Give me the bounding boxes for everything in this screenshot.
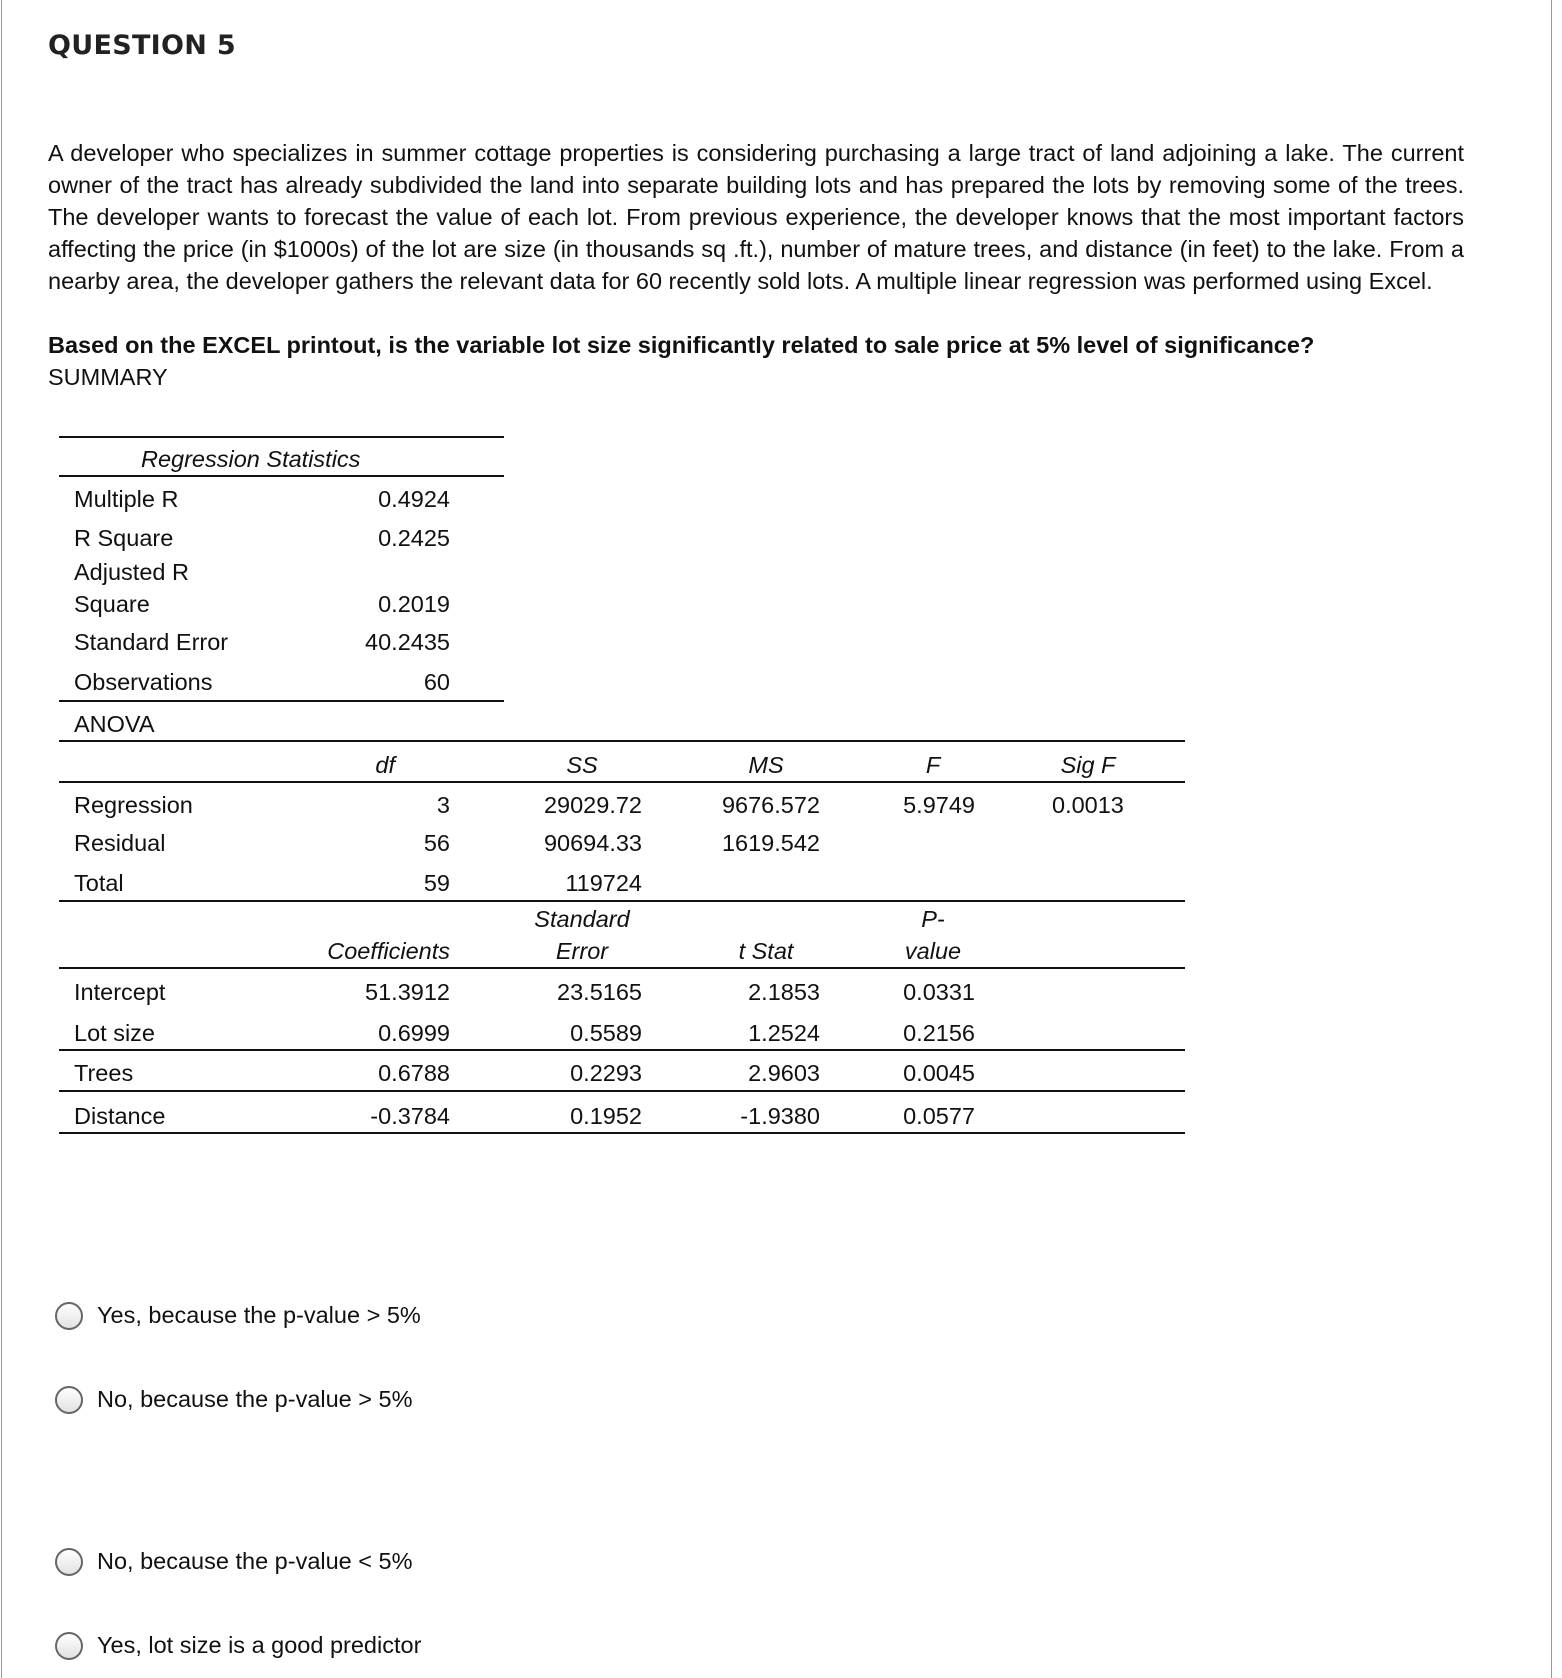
stat-label: Adjusted R [74, 559, 189, 585]
coef-pvalue: 0.0331 [903, 979, 975, 1005]
header-se-line2: Error [555, 938, 609, 964]
divider [59, 475, 504, 477]
summary-label: SUMMARY [48, 364, 168, 390]
question-text: A developer who specializes in summer cottage properties is considering purchasing a large tract of land adjoining a lake. The current owner of the tract has already subdivided the land into separate building lots and has prepared the lots by removing some of the trees. The developer wants to forecast the value of each lot. From previous experience, the developer knows that the most important factors affecting the price (in $1000s) of the lot are size (in thousands sq .ft.), number of mature trees, and distance (in feet) to the lake. From a nearby area, the developer gathers the relevant data for 60 recently sold lots. A multiple linear regression was performed using Excel. [48, 140, 1464, 294]
anova-df: 56 [423, 830, 450, 856]
anova-df: 59 [423, 870, 450, 896]
anova-ms: 9676.572 [721, 792, 820, 818]
stat-value: 0.2019 [378, 591, 450, 617]
anova-row-label: Regression [74, 792, 193, 818]
coef-value: 51.3912 [365, 979, 450, 1005]
coef-value: 0.6999 [378, 1020, 450, 1046]
coef-pvalue: 0.0045 [903, 1060, 975, 1086]
divider [59, 1049, 1185, 1051]
anova-ss: 119724 [565, 870, 642, 896]
stat-label: Square [74, 591, 150, 617]
divider [59, 740, 1185, 742]
header-sigf: Sig F [1060, 752, 1116, 778]
header-ms: MS [748, 752, 784, 778]
anova-row-label: Residual [74, 830, 166, 856]
coef-row-label: Trees [74, 1060, 134, 1086]
coef-tstat: 2.9603 [748, 1060, 820, 1086]
question-title: QUESTION 5 [48, 30, 236, 61]
right-border [1551, 0, 1552, 1678]
divider [59, 436, 504, 438]
radio-button[interactable] [55, 1386, 83, 1414]
anova-ss: 90694.33 [543, 830, 642, 856]
coef-row-label: Intercept [74, 979, 166, 1005]
regression-statistics-header: Regression Statistics [141, 446, 361, 472]
stat-label: R Square [74, 525, 174, 551]
anova-f: 5.9749 [903, 792, 975, 818]
question-prompt: Based on the EXCEL printout, is the variable lot size significantly related to sale price at 5% level of significance? [48, 332, 1315, 358]
header-ss: SS [566, 752, 598, 778]
stat-label: Multiple R [74, 486, 179, 512]
divider [59, 900, 1185, 902]
coef-pvalue: 0.2156 [903, 1020, 975, 1046]
header-df: df [375, 752, 395, 778]
coef-value: -0.3784 [370, 1103, 450, 1129]
option-label[interactable]: No, because the p-value > 5% [97, 1386, 413, 1412]
radio-button[interactable] [55, 1632, 83, 1660]
coef-tstat: 2.1853 [748, 979, 820, 1005]
anova-label: ANOVA [74, 711, 155, 737]
coef-pvalue: 0.0577 [903, 1103, 975, 1129]
header-p-line1: P- [921, 906, 945, 932]
left-border [1, 0, 2, 1678]
coef-row-label: Lot size [74, 1020, 155, 1046]
coef-tstat: -1.9380 [740, 1103, 820, 1129]
header-coefficients: Coefficients [327, 938, 450, 964]
header-se-line1: Standard [534, 906, 630, 932]
stat-value: 60 [423, 669, 450, 695]
stat-value: 40.2435 [365, 629, 450, 655]
divider [59, 1132, 1185, 1134]
coef-value: 0.6788 [378, 1060, 450, 1086]
anova-ms: 1619.542 [721, 830, 820, 856]
coef-se: 0.2293 [570, 1060, 642, 1086]
stat-label: Standard Error [74, 629, 229, 655]
divider [59, 1090, 1185, 1092]
header-tstat: t Stat [738, 938, 794, 964]
header-f: F [925, 752, 941, 778]
option-label[interactable]: Yes, because the p-value > 5% [97, 1302, 421, 1328]
anova-df: 3 [436, 792, 450, 818]
stat-label: Observations [74, 669, 213, 695]
anova-ss: 29029.72 [543, 792, 642, 818]
radio-button[interactable] [55, 1302, 83, 1330]
coef-se: 0.1952 [570, 1103, 642, 1129]
coef-row-label: Distance [74, 1103, 166, 1129]
radio-button[interactable] [55, 1548, 83, 1576]
stat-value: 0.2425 [378, 525, 450, 551]
option-label[interactable]: Yes, lot size is a good predictor [97, 1632, 422, 1658]
anova-sigf: 0.0013 [1052, 792, 1124, 818]
divider [59, 967, 1185, 969]
anova-row-label: Total [74, 870, 124, 896]
coef-se: 23.5165 [557, 979, 642, 1005]
coef-tstat: 1.2524 [748, 1020, 820, 1046]
divider [59, 781, 1185, 783]
header-p-line2: value [904, 938, 962, 964]
option-label[interactable]: No, because the p-value < 5% [97, 1548, 413, 1574]
divider [59, 700, 504, 702]
coef-se: 0.5589 [570, 1020, 642, 1046]
stat-value: 0.4924 [378, 486, 450, 512]
